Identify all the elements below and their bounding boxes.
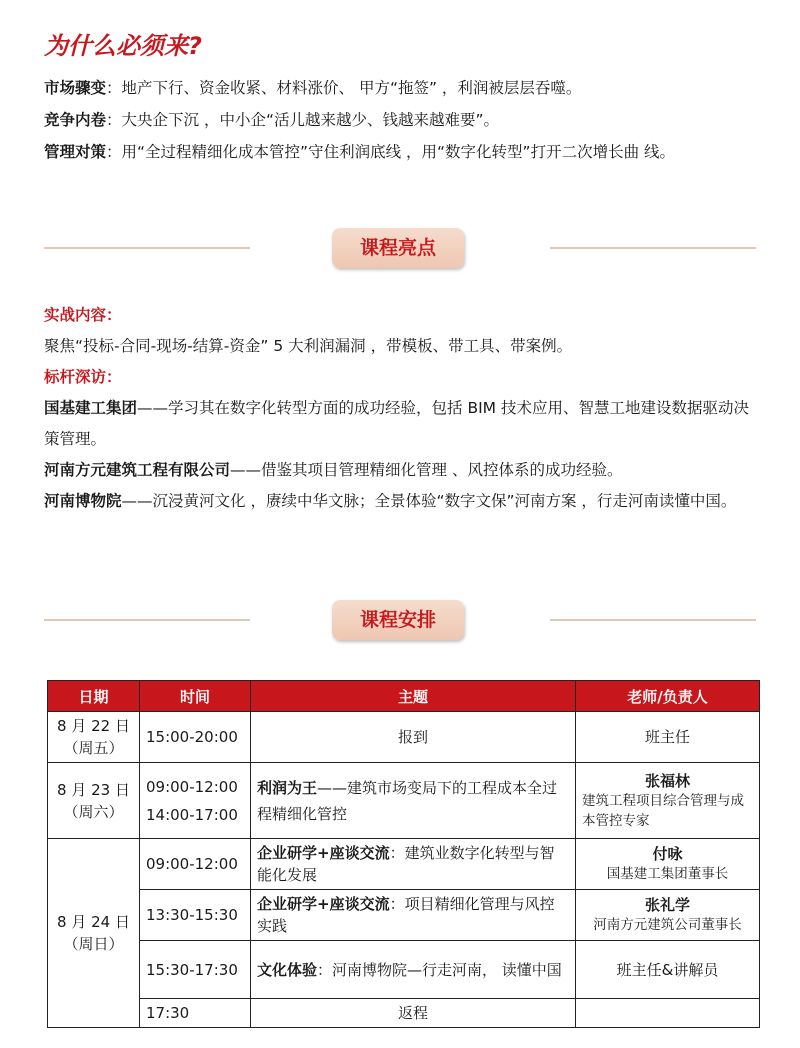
divider — [44, 247, 250, 249]
section-pill: 课程安排 — [332, 600, 464, 640]
time-cell: 09:00-12:00 14:00-17:00 — [140, 763, 251, 839]
time-cell: 15:00-20:00 — [140, 712, 251, 763]
schedule-table — [47, 680, 760, 1028]
benchmark-item: 河南方元建筑工程有限公司——借鉴其项目管理精细化管理 、风控体系的成功经验。 — [44, 461, 623, 479]
why-list — [44, 72, 764, 168]
highlights-heading — [44, 228, 756, 268]
topic-cell: 报到 — [251, 712, 576, 763]
benchmark-label: 标杆深访： — [44, 368, 122, 386]
table-row — [48, 941, 760, 999]
teacher-cell: 张福林 建筑工程项目综合管理与成本管控专家 — [576, 763, 760, 839]
table-row — [48, 763, 760, 839]
topic-cell: 文化体验：河南博物院—行走河南， 读懂中国 — [251, 941, 576, 999]
teacher-cell — [576, 999, 760, 1028]
practice-label: 实战内容： — [44, 306, 122, 324]
practice-text: 聚焦“投标-合同-现场-结算-资金” 5 大利润漏洞 ，带模板、带工具、带案例。 — [44, 337, 573, 355]
header-date: 日期 — [48, 681, 140, 712]
teacher-cell: 付咏 国基建工集团董事长 — [576, 839, 760, 890]
section-pill: 课程亮点 — [332, 228, 464, 268]
why-item: 市场骤变：地产下行、资金收紧、材料涨价、 甲方“拖签” ，利润被层层吞噬。 — [44, 79, 582, 97]
benchmark-item: 国基建工集团——学习其在数字化转型方面的成功经验，包括 BIM 技术应用、智慧工地建设数据驱动决策管理。 — [44, 399, 749, 448]
teacher-cell: 张礼学 河南方元建筑公司董事长 — [576, 890, 760, 941]
time-cell: 13:30-15:30 — [140, 890, 251, 941]
topic-cell: 企业研学+座谈交流：项目精细化管理与风控实践 — [251, 890, 576, 941]
topic-cell: 企业研学+座谈交流：建筑业数字化转型与智能化发展 — [251, 839, 576, 890]
table-row — [48, 890, 760, 941]
topic-cell: 返程 — [251, 999, 576, 1028]
table-row — [48, 712, 760, 763]
why-item: 管理对策：用“全过程精细化成本管控”守住利润底线 ，用“数字化转型”打开二次增长曲 线。 — [44, 143, 675, 161]
divider — [550, 619, 756, 621]
time-cell: 09:00-12:00 — [140, 839, 251, 890]
topic-cell: 利润为王——建筑市场变局下的工程成本全过程精细化管控 — [251, 763, 576, 839]
table-header-row — [48, 681, 760, 712]
date-cell: 8 月 22 日 （周五） — [48, 712, 140, 763]
teacher-cell: 班主任 — [576, 712, 760, 763]
time-cell: 17:30 — [140, 999, 251, 1028]
why-title: 为什么必须来? — [44, 32, 202, 60]
table-row — [48, 999, 760, 1028]
header-teacher: 老师/负责人 — [576, 681, 760, 712]
highlights-body — [44, 300, 764, 517]
date-cell: 8 月 24 日 （周日） — [48, 839, 140, 1028]
schedule-heading — [44, 600, 756, 640]
teacher-cell: 班主任&讲解员 — [576, 941, 760, 999]
table-row — [48, 839, 760, 890]
benchmark-item: 河南博物院——沉浸黄河文化 ，赓续中华文脉；全景体验“数字文保”河南方案 ，行走河南读懂中国。 — [44, 492, 737, 510]
why-item: 竞争内卷：大央企下沉 ，中小企“活儿越来越少、钱越来越难要”。 — [44, 111, 500, 129]
date-cell: 8 月 23 日 （周六） — [48, 763, 140, 839]
time-cell: 15:30-17:30 — [140, 941, 251, 999]
header-topic: 主题 — [251, 681, 576, 712]
divider — [550, 247, 756, 249]
header-time: 时间 — [140, 681, 251, 712]
divider — [44, 619, 250, 621]
